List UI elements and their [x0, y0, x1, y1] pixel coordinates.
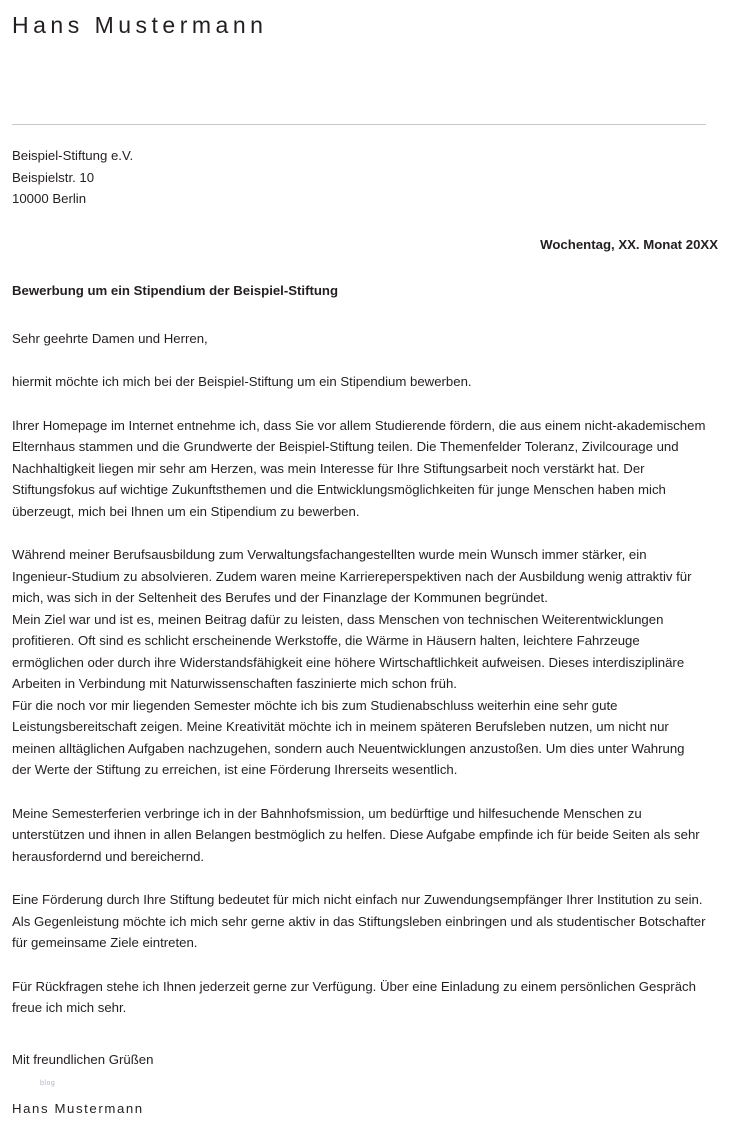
recipient-line-3: 10000 Berlin — [12, 191, 87, 206]
signature-name: Hans Mustermann — [12, 1101, 144, 1116]
closing-line: Mit freundlichen Grüßen — [12, 1051, 154, 1067]
recipient-line-1: Beispiel-Stiftung e.V. — [12, 148, 134, 163]
paragraph-5: Für die noch vor mir liegenden Semester möchte ich bis zum Studienabschluss weiterhin eine sehr gute Leistungsbereitschaft zeigen. Meine Kreativität möchte ich in meinem späteren Berufsleben nutzen, um nicht nur meinen alltäglichen Aufgaben nachzugehen, sondern auch Neuentwicklungen anzustoßen. Um dies unter Wahrung der Werte der Stiftung zu erreichen, ist eine Förderung Ihrerseits wesentlich. — [12, 697, 685, 777]
recipient-line-2: Beispielstr. 10 — [12, 169, 95, 185]
date-line: Wochentag, XX. Monat 20XX — [540, 236, 718, 252]
paragraph-6: Meine Semesterferien verbringe ich in der Bahnhofsmission, um bedürftige und hilfesuchende Menschen zu unterstützen und ihnen in allen Belangen bestmöglich zu helfen. Diese Aufgabe empfinde ich für beide Seiten als sehr herausfordernd und bereichernd. — [12, 805, 700, 864]
salutation: Sehr geehrte Damen und Herren, — [12, 330, 208, 346]
header-divider — [12, 124, 706, 125]
watermark-text: blog — [40, 1080, 56, 1087]
paragraph-8: Für Rückfragen stehe ich Ihnen jederzeit gerne zur Verfügung. Über eine Einladung zu einem persönlichen Gespräch freue ich mich sehr. — [12, 978, 696, 1015]
paragraph-2: Ihrer Homepage im Internet entnehme ich, dass Sie vor allem Studierende fördern, die aus einem nicht-akademischem Elternhaus stammen und die Grundwerte der Beispiel-Stiftung teilen. Die Themenfelder Toleranz, Zivilcourage und Nachhaltigkeit liegen mir sehr am Herzen, was mein Interesse für Ihre Stiftungsarbeit noch verstärkt hat. Der Stiftungsfokus auf wichtige Zukunftsthemen und die Entwicklungsmöglichkeiten für junge Menschen haben mich überzeugt, mich bei Ihnen um ein Stipendium zu bewerben. — [12, 417, 706, 519]
paragraph-4: Mein Ziel war und ist es, meinen Beitrag dafür zu leisten, dass Menschen von technischen Weiterentwicklungen profitieren. Oft sind es schlicht erscheinende Werkstoffe, die Wärme in Häusern halten, leichtere Fahrzeuge ermöglichen oder durch ihre Widerstandsfähigkeit eine höhere Wirtschaftlichkeit aufweisen. Dieses interdisziplinäre Arbeiten in Verbindung mit Naturwissenschaften faszinierte mich schon früh. — [12, 611, 685, 691]
page-title: Hans Mustermann — [12, 12, 268, 38]
paragraph-1: hiermit möchte ich mich bei der Beispiel-Stiftung um ein Stipendium bewerben. — [12, 374, 472, 389]
recipient-address — [12, 145, 712, 210]
paragraph-3: Während meiner Berufsausbildung zum Verwaltungsfachangestellten wurde mein Wunsch immer stärker, ein Ingenieur-Studium zu absolvieren. Zudem waren meine Karriereperspektiven nach der Ausbildung wenig attraktiv für mich, was sich in der Seltenheit des Berufes und der Finanzlage der Kommunen begründet. — [12, 547, 692, 605]
paragraph-7: Eine Förderung durch Ihre Stiftung bedeutet für mich nicht einfach nur Zuwendungsempfänger Ihrer Institution zu sein. Als Gegenleistung möchte ich mich sehr gerne aktiv in das Stiftungsleben einbringen und als studentischer Botschafter für gemeinsame Ziele eintreten. — [12, 892, 706, 950]
letter-body — [12, 145, 718, 1120]
subject-line: Bewerbung um ein Stipendium der Beispiel-Stiftung — [12, 283, 339, 298]
